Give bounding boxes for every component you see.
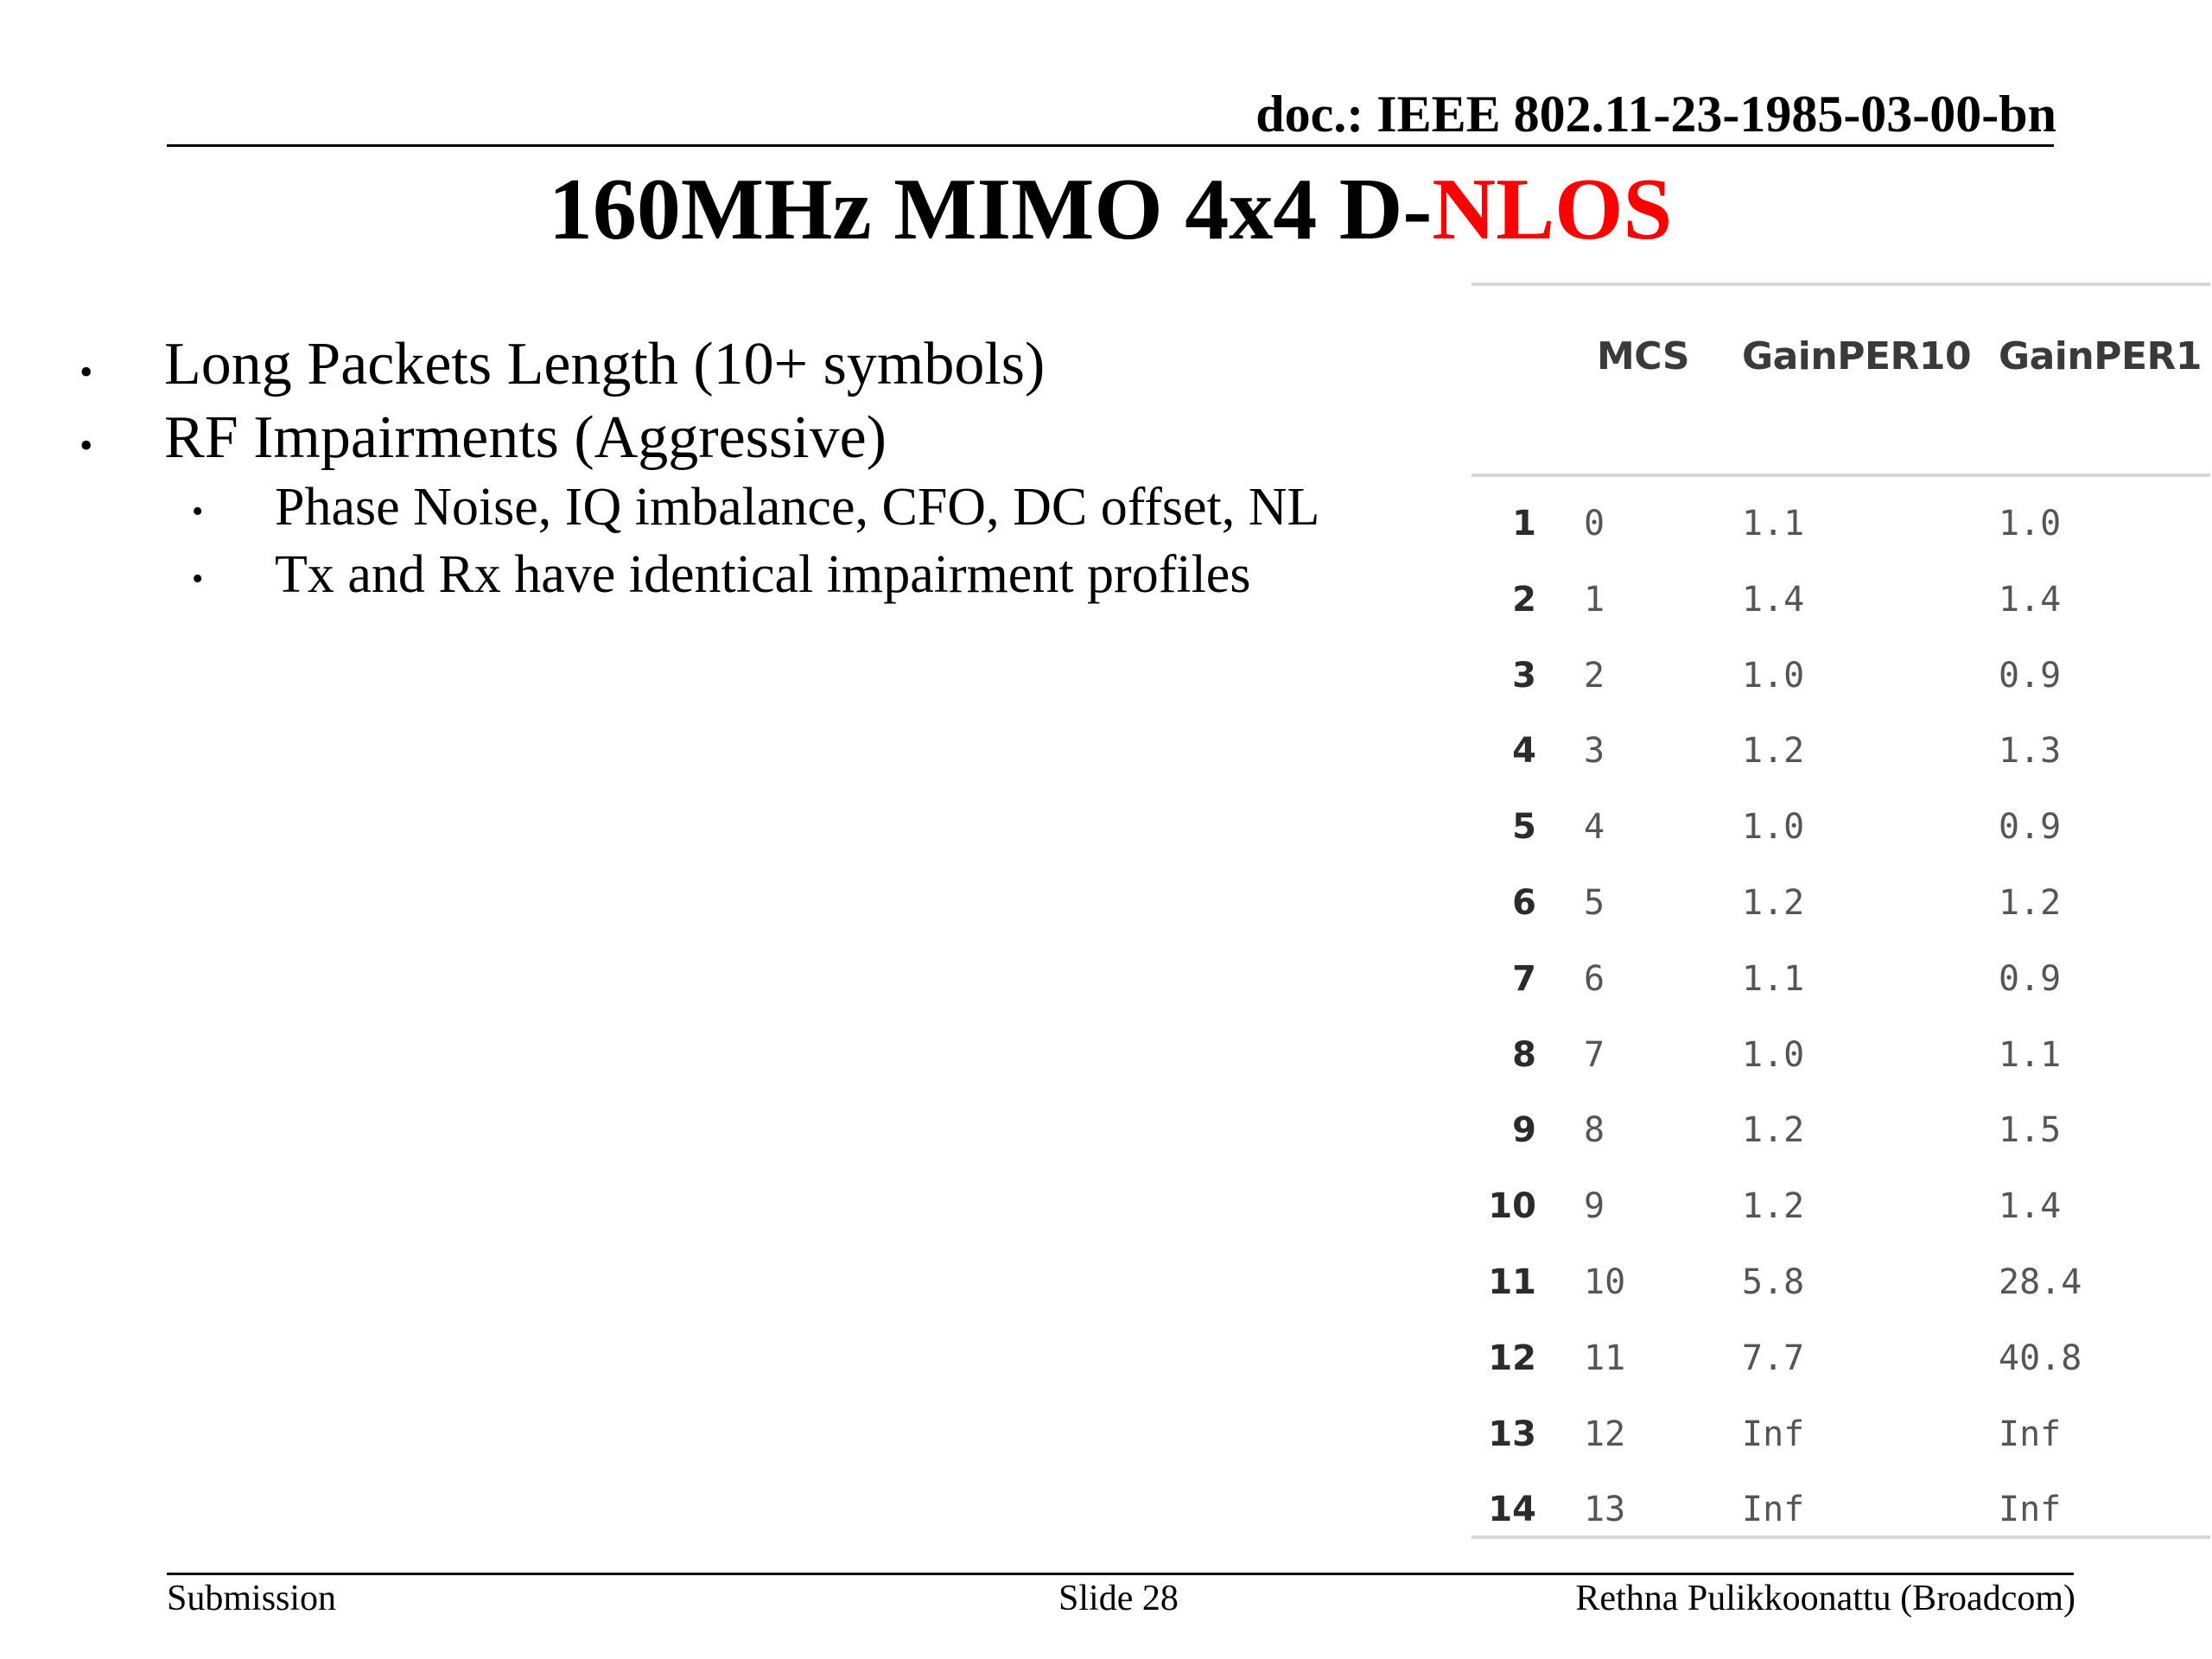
cell-gainper10: 1.2: [1742, 1110, 1805, 1151]
table-row: [1471, 876, 2210, 952]
cell-gainper1: Inf: [1999, 1414, 2062, 1454]
row-index: 5: [1512, 807, 1536, 848]
cell-mcs: 8: [1584, 1110, 1605, 1151]
bullet-long-packets: Long Packets Length (10+ symbols): [164, 331, 1046, 397]
cell-mcs: 5: [1584, 883, 1605, 923]
table-row: [1471, 573, 2210, 649]
cell-mcs: 1: [1584, 579, 1605, 620]
sub-bullet-marker: •: [192, 493, 204, 530]
cell-gainper1: 0.9: [1999, 958, 2062, 999]
title-highlight: NLOS: [1432, 161, 1673, 258]
row-index: 3: [1512, 655, 1536, 696]
table-row: [1471, 649, 2210, 725]
row-index: 1: [1512, 504, 1536, 543]
cell-gainper10: 1.1: [1742, 504, 1805, 543]
cell-gainper10: 1.2: [1742, 1186, 1805, 1227]
cell-gainper1: Inf: [1999, 1490, 2062, 1530]
gain-table: [1471, 283, 2210, 1540]
cell-mcs: 12: [1584, 1414, 1626, 1454]
cell-gainper10: 1.0: [1742, 655, 1805, 696]
row-index: 14: [1488, 1490, 1536, 1530]
footer-submission: Submission: [167, 1579, 337, 1618]
sub-bullet-marker: •: [192, 561, 204, 597]
cell-mcs: 11: [1584, 1338, 1626, 1378]
row-index: 11: [1488, 1262, 1536, 1302]
bullet-marker: •: [79, 424, 93, 467]
cell-mcs: 3: [1584, 731, 1605, 772]
row-index: 10: [1488, 1186, 1536, 1227]
col-header-gainper1: GainPER1: [1999, 334, 2202, 378]
row-index: 12: [1488, 1338, 1536, 1378]
table-top-rule: [1471, 283, 2210, 286]
cell-mcs: 0: [1584, 504, 1605, 543]
row-index: 4: [1512, 731, 1536, 772]
cell-gainper1: 0.9: [1999, 655, 2062, 696]
table-row: [1471, 1028, 2210, 1104]
cell-gainper10: 5.8: [1742, 1262, 1805, 1302]
cell-gainper1: 0.9: [1999, 807, 2062, 848]
bullet-rf-impairments: RF Impairments (Aggressive): [164, 404, 887, 471]
cell-gainper1: 1.2: [1999, 883, 2062, 923]
table-row: [1471, 497, 2210, 573]
row-index: 2: [1512, 579, 1536, 620]
footer-slide-number: Slide 28: [1058, 1579, 1179, 1618]
cell-mcs: 4: [1584, 807, 1605, 848]
table-row: [1471, 1103, 2210, 1179]
row-index: 13: [1488, 1414, 1536, 1454]
table-row: [1471, 1408, 2210, 1484]
cell-gainper10: Inf: [1742, 1414, 1805, 1454]
header-rule: [167, 144, 2054, 147]
cell-gainper10: 1.2: [1742, 731, 1805, 772]
sub-bullet-phase-noise: Phase Noise, IQ imbalance, CFO, DC offset, NL: [275, 478, 1320, 537]
cell-mcs: 6: [1584, 958, 1605, 999]
cell-gainper10: 1.0: [1742, 807, 1805, 848]
cell-gainper1: 28.4: [1999, 1262, 2082, 1302]
table-header-rule: [1471, 474, 2210, 477]
cell-gainper10: 1.4: [1742, 579, 1805, 620]
cell-gainper10: Inf: [1742, 1490, 1805, 1530]
table-row: [1471, 1332, 2210, 1408]
table-row: [1471, 1483, 2210, 1559]
footer-author: Rethna Pulikkoonattu (Broadcom): [1575, 1579, 2075, 1618]
cell-gainper1: 1.4: [1999, 579, 2062, 620]
cell-gainper10: 1.2: [1742, 883, 1805, 923]
sub-bullet-tx-rx: Tx and Rx have identical impairment profiles: [275, 545, 1251, 604]
cell-gainper10: 1.0: [1742, 1034, 1805, 1075]
table-row: [1471, 800, 2210, 876]
table-row: [1471, 1255, 2210, 1332]
table-row: [1471, 724, 2210, 800]
cell-mcs: 13: [1584, 1490, 1626, 1530]
bullet-marker: •: [79, 351, 93, 393]
row-index: 7: [1512, 958, 1536, 999]
cell-gainper1: 1.3: [1999, 731, 2062, 772]
col-header-gainper10: GainPER10: [1742, 334, 1972, 378]
slide-title: [0, 157, 2212, 263]
cell-mcs: 10: [1584, 1262, 1626, 1302]
title-prefix: 160MHz MIMO 4x4 D-: [548, 161, 1433, 258]
table-row: [1471, 1179, 2210, 1255]
cell-gainper1: 40.8: [1999, 1338, 2082, 1378]
cell-gainper10: 7.7: [1742, 1338, 1805, 1378]
cell-mcs: 9: [1584, 1186, 1605, 1227]
cell-mcs: 2: [1584, 655, 1605, 696]
document-id: doc.: IEEE 802.11-23-1985-03-00-bn: [1255, 86, 2056, 143]
row-index: 8: [1512, 1034, 1536, 1075]
table-row: [1471, 952, 2210, 1028]
col-header-mcs: MCS: [1597, 334, 1690, 378]
row-index: 6: [1512, 883, 1536, 923]
cell-gainper1: 1.1: [1999, 1034, 2062, 1075]
cell-gainper1: 1.0: [1999, 504, 2062, 543]
cell-gainper10: 1.1: [1742, 958, 1805, 999]
cell-gainper1: 1.4: [1999, 1186, 2062, 1227]
cell-gainper1: 1.5: [1999, 1110, 2062, 1151]
cell-mcs: 7: [1584, 1034, 1605, 1075]
table-bottom-rule: [1471, 1535, 2210, 1539]
row-index: 9: [1512, 1110, 1536, 1151]
footer-rule: [167, 1573, 2074, 1575]
